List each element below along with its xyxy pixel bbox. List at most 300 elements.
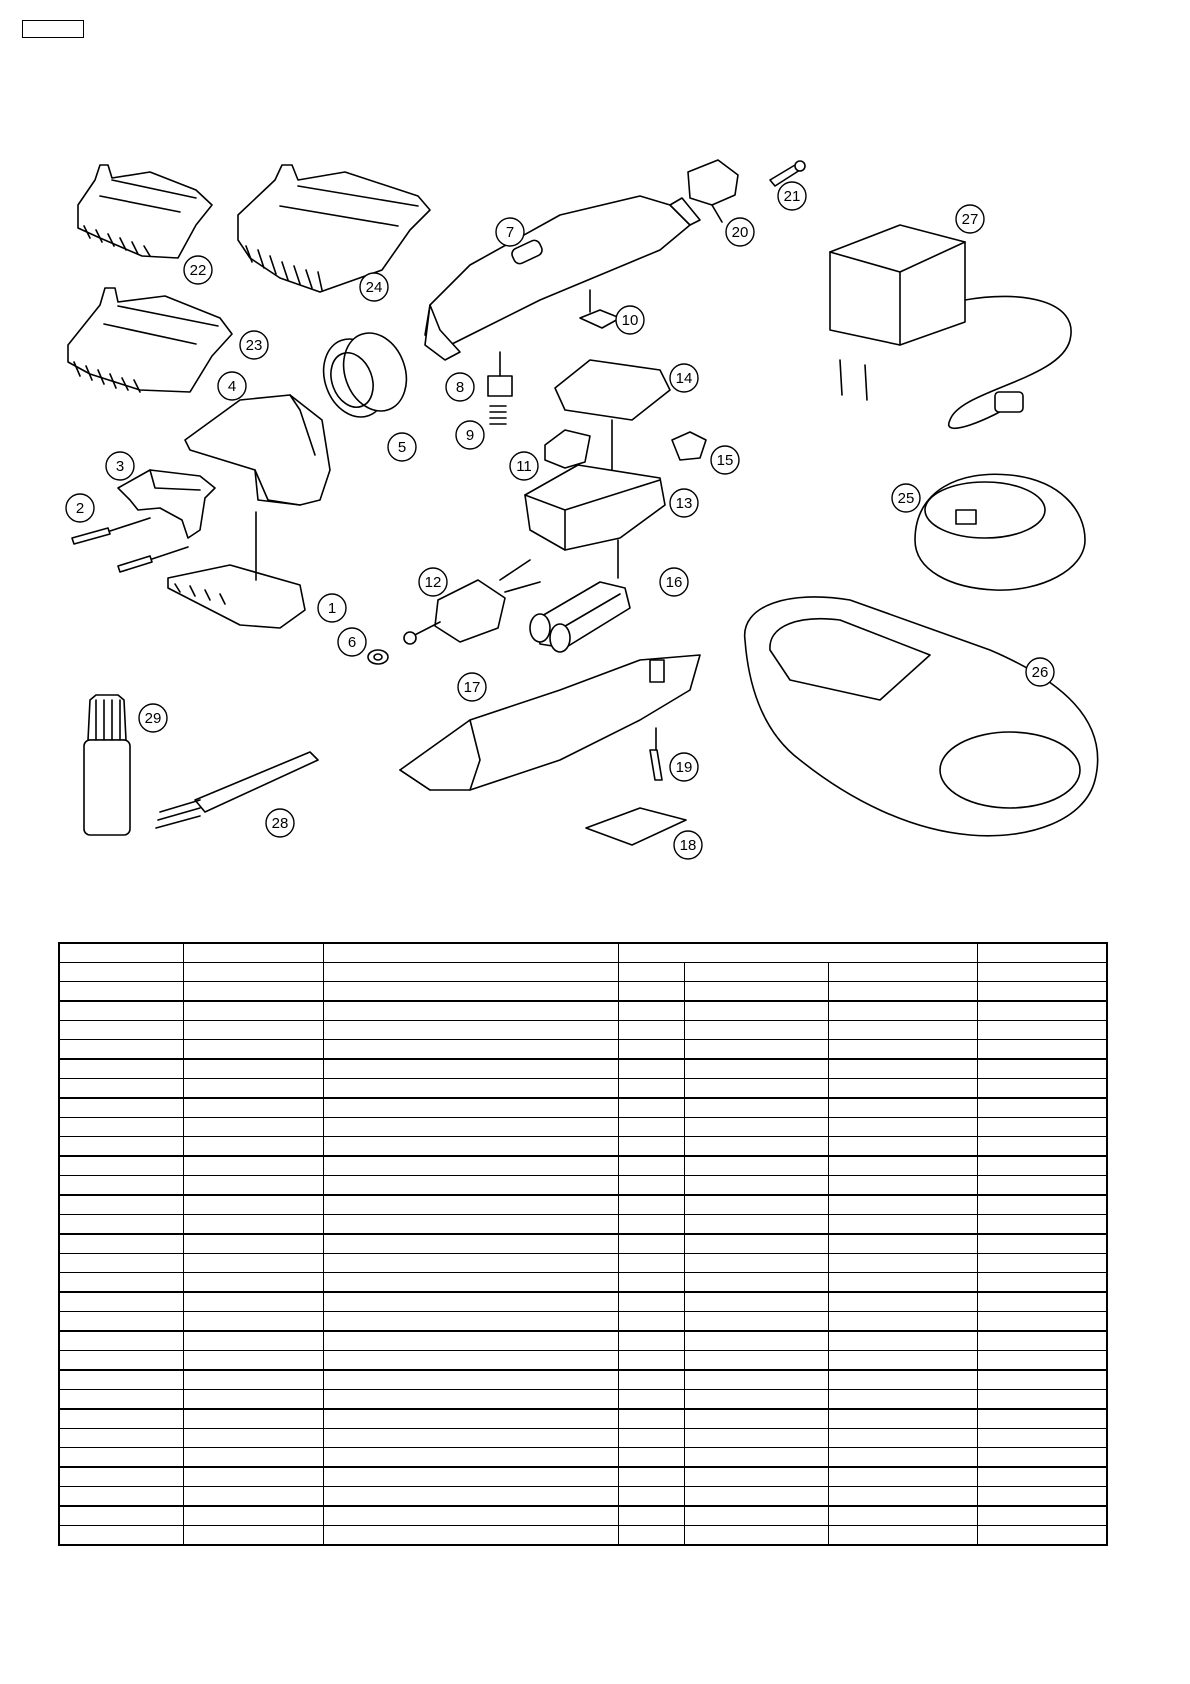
table-row [59, 1234, 1107, 1254]
table-cell [977, 1156, 1107, 1176]
table-cell [828, 1448, 977, 1468]
svg-text:5: 5 [397, 439, 407, 456]
svg-text:21: 21 [783, 188, 801, 205]
table-cell [323, 1273, 618, 1293]
table-cell [59, 1118, 183, 1137]
table-cell [618, 1448, 684, 1468]
callout-24 [360, 273, 388, 301]
table-cell [618, 963, 684, 982]
comb-attachment-24 [238, 165, 430, 292]
table-cell [183, 1390, 323, 1410]
comb-attachment-23 [68, 288, 232, 392]
callout-6 [338, 628, 366, 656]
svg-text:14: 14 [675, 370, 693, 387]
table-cell [618, 1273, 684, 1293]
table-cell [618, 1429, 684, 1448]
table-cell [59, 1390, 183, 1410]
table-cell [828, 1331, 977, 1351]
table-cell [183, 1059, 323, 1079]
table-cell [828, 1487, 977, 1507]
svg-text:24: 24 [365, 279, 383, 296]
table-cell [977, 1526, 1107, 1546]
table-cell [977, 1001, 1107, 1021]
table-cell [977, 1118, 1107, 1137]
callout-28 [266, 809, 294, 837]
table-cell [323, 1254, 618, 1273]
charging-stand-25 [915, 474, 1085, 590]
table-row [59, 1254, 1107, 1273]
table-cell [323, 1118, 618, 1137]
table-cell [323, 1506, 618, 1526]
table-cell [618, 1526, 684, 1546]
table-cell [59, 1040, 183, 1060]
table-cell [323, 1059, 618, 1079]
svg-text:28: 28 [271, 815, 289, 832]
table-cell [828, 1273, 977, 1293]
table-cell [828, 1506, 977, 1526]
table-row [59, 1487, 1107, 1507]
table-cell [828, 1137, 977, 1157]
table-cell [684, 1370, 828, 1390]
table-cell [618, 1254, 684, 1273]
table-cell [977, 1254, 1107, 1273]
callout-7 [496, 218, 524, 246]
table-cell [684, 1429, 828, 1448]
table-cell [828, 1215, 977, 1235]
table-cell [684, 1176, 828, 1196]
table-row [59, 1137, 1107, 1157]
table-cell [323, 1429, 618, 1448]
table-cell [183, 1234, 323, 1254]
table-cell [828, 1467, 977, 1487]
table-row [59, 1448, 1107, 1468]
table-cell [323, 1487, 618, 1507]
callout-17 [458, 673, 486, 701]
table-cell [59, 1059, 183, 1079]
ring-5 [313, 324, 417, 426]
callout-11 [510, 452, 538, 480]
table-cell [977, 1429, 1107, 1448]
table-cell [618, 1390, 684, 1410]
table-cell [183, 1351, 323, 1371]
table-cell [684, 1409, 828, 1429]
table-cell [684, 1467, 828, 1487]
table-row [59, 963, 1107, 982]
batteries-16 [530, 582, 630, 652]
table-cell [828, 1001, 977, 1021]
cleaning-brush-28 [156, 752, 318, 828]
table-cell [183, 1448, 323, 1468]
table-cell [684, 982, 828, 1002]
table-row [59, 1059, 1107, 1079]
svg-text:13: 13 [675, 495, 693, 512]
table-cell [977, 1079, 1107, 1099]
table-cell [684, 1040, 828, 1060]
table-cell [828, 963, 977, 982]
table-row [59, 982, 1107, 1002]
table-cell [977, 1467, 1107, 1487]
table-cell [323, 1467, 618, 1487]
table-cell [684, 1021, 828, 1040]
table-row [59, 1370, 1107, 1390]
table-cell [977, 1137, 1107, 1157]
table-row [59, 1176, 1107, 1196]
table-cell [323, 1156, 618, 1176]
frame-13 [525, 465, 665, 578]
table-cell [828, 1312, 977, 1332]
table-cell [323, 1448, 618, 1468]
table-row [59, 1273, 1107, 1293]
svg-text:10: 10 [621, 312, 639, 329]
svg-text:29: 29 [144, 710, 162, 727]
table-row [59, 1390, 1107, 1410]
callout-14 [670, 364, 698, 392]
table-cell [323, 1292, 618, 1312]
table-row [59, 1118, 1107, 1137]
svg-text:22: 22 [189, 262, 207, 279]
callout-22 [184, 256, 212, 284]
table-cell [183, 1429, 323, 1448]
table-cell [618, 1351, 684, 1371]
table-cell [59, 1370, 183, 1390]
svg-text:25: 25 [897, 490, 915, 507]
table-cell [977, 1176, 1107, 1196]
table-cell [684, 1118, 828, 1137]
table-cell [59, 1001, 183, 1021]
table-cell [59, 1487, 183, 1507]
svg-text:20: 20 [731, 224, 749, 241]
table-cell [59, 1273, 183, 1293]
table-cell [618, 1001, 684, 1021]
callout-2 [66, 494, 94, 522]
table-cell [323, 1040, 618, 1060]
table-cell [59, 1312, 183, 1332]
table-cell [183, 1195, 323, 1215]
table-cell [59, 1079, 183, 1099]
table-cell [323, 1370, 618, 1390]
callout-1 [318, 594, 346, 622]
table-cell [183, 1254, 323, 1273]
table-row [59, 1040, 1107, 1060]
table-cell [828, 1156, 977, 1176]
svg-text:8: 8 [455, 379, 465, 396]
table-cell [828, 1292, 977, 1312]
table-cell [977, 1040, 1107, 1060]
callout-12 [419, 568, 447, 596]
callout-16 [660, 568, 688, 596]
svg-text:27: 27 [961, 211, 979, 228]
callout-8 [446, 373, 474, 401]
table-row [59, 1215, 1107, 1235]
table-cell [977, 963, 1107, 982]
table-cell [323, 963, 618, 982]
table-cell [977, 982, 1107, 1002]
callout-18 [674, 831, 702, 859]
table-cell [684, 1312, 828, 1332]
svg-text:18: 18 [679, 837, 697, 854]
table-cell [684, 1234, 828, 1254]
table-cell [618, 982, 684, 1002]
callout-29 [139, 704, 167, 732]
table-cell [323, 1409, 618, 1429]
svg-text:23: 23 [245, 337, 263, 354]
table-row [59, 1001, 1107, 1021]
table-row [59, 1351, 1107, 1371]
svg-text:12: 12 [424, 574, 442, 591]
table-cell [618, 1098, 684, 1118]
table-cell [323, 1176, 618, 1196]
table-cell [684, 1487, 828, 1507]
table-cell [828, 1254, 977, 1273]
table-cell [618, 1059, 684, 1079]
table-cell [323, 1234, 618, 1254]
parts-list-table [58, 942, 1108, 1546]
table-cell [618, 1506, 684, 1526]
table-cell [977, 1448, 1107, 1468]
table-row [59, 1526, 1107, 1546]
stand-tray-26 [745, 597, 1098, 836]
table-cell [323, 1331, 618, 1351]
table-cell [618, 1234, 684, 1254]
table-cell [323, 1079, 618, 1099]
table-cell [618, 1021, 684, 1040]
callout-23 [240, 331, 268, 359]
table-cell [684, 1254, 828, 1273]
table-row [59, 1312, 1107, 1332]
table-cell [828, 1040, 977, 1060]
table-cell [183, 1079, 323, 1099]
table-cell [183, 1312, 323, 1332]
table-cell [828, 982, 977, 1002]
callout-26 [1026, 658, 1054, 686]
table-cell [183, 1215, 323, 1235]
callout-27 [956, 205, 984, 233]
svg-text:2: 2 [75, 500, 85, 517]
table-cell [323, 1021, 618, 1040]
cover-18 [586, 808, 686, 845]
table-cell [977, 1390, 1107, 1410]
table-cell [684, 1137, 828, 1157]
table-cell [183, 1467, 323, 1487]
table-cell [618, 1467, 684, 1487]
svg-text:26: 26 [1031, 664, 1049, 681]
table-cell [183, 1137, 323, 1157]
table-cell [618, 1137, 684, 1157]
table-cell [323, 1351, 618, 1371]
table-cell [323, 1215, 618, 1235]
svg-text:7: 7 [505, 224, 515, 241]
table-cell [183, 1040, 323, 1060]
table-cell [59, 1215, 183, 1235]
oil-bottle-29 [84, 695, 130, 835]
table-cell [183, 963, 323, 982]
table-cell [618, 1118, 684, 1137]
table-cell [684, 1001, 828, 1021]
table-cell [977, 1487, 1107, 1507]
table-cell [323, 1526, 618, 1546]
part-15 [672, 432, 706, 460]
table-cell [828, 1176, 977, 1196]
table-cell [59, 1195, 183, 1215]
table-cell [183, 1098, 323, 1118]
table-cell [684, 1526, 828, 1546]
table-cell [828, 1021, 977, 1040]
svg-text:3: 3 [115, 458, 125, 475]
table-cell [828, 1059, 977, 1079]
table-cell [828, 1526, 977, 1546]
table-row [59, 1156, 1107, 1176]
screw-19 [650, 728, 662, 780]
table-cell [684, 1098, 828, 1118]
table-cell [684, 1156, 828, 1176]
table-row [59, 1331, 1107, 1351]
svg-text:11: 11 [516, 458, 532, 475]
svg-text:17: 17 [463, 679, 481, 696]
table-cell [183, 1118, 323, 1137]
svg-text:15: 15 [716, 452, 734, 469]
table-cell [59, 1331, 183, 1351]
table-cell [59, 1526, 183, 1546]
table-cell [828, 1390, 977, 1410]
table-cell [59, 1448, 183, 1468]
callout-10 [616, 306, 644, 334]
svg-text:9: 9 [465, 427, 475, 444]
table-cell [183, 1506, 323, 1526]
table-cell [977, 1331, 1107, 1351]
table-cell [323, 1312, 618, 1332]
table-cell [618, 1487, 684, 1507]
table-cell [684, 1215, 828, 1235]
table-cell [977, 1312, 1107, 1332]
table-cell [59, 1176, 183, 1196]
table-cell [183, 1176, 323, 1196]
table-cell [59, 1292, 183, 1312]
table-cell [59, 1467, 183, 1487]
callout-9 [456, 421, 484, 449]
table-row [59, 1079, 1107, 1099]
table-cell [323, 982, 618, 1002]
table-cell [323, 1390, 618, 1410]
ac-adaptor-27 [830, 225, 1071, 428]
table-cell [684, 1506, 828, 1526]
table-cell [323, 1001, 618, 1021]
switch-11 [545, 430, 590, 468]
table-cell [59, 1021, 183, 1040]
table-cell [977, 1273, 1107, 1293]
table-cell [618, 1292, 684, 1312]
table-cell [59, 1351, 183, 1371]
table-cell [183, 1273, 323, 1293]
table-cell [618, 1370, 684, 1390]
table-cell [828, 1118, 977, 1137]
table-cell [828, 1098, 977, 1118]
callout-4 [218, 372, 246, 400]
table-cell [618, 1040, 684, 1060]
table-cell [977, 1059, 1107, 1079]
table-cell [618, 1409, 684, 1429]
table-cell [828, 1429, 977, 1448]
table-cell [323, 1195, 618, 1215]
table-header-row-1 [59, 943, 1107, 963]
table-cell [183, 1370, 323, 1390]
washer-6 [368, 650, 388, 664]
table-cell [977, 1351, 1107, 1371]
svg-text:19: 19 [675, 759, 693, 776]
table-cell [684, 1448, 828, 1468]
table-cell [684, 963, 828, 982]
table-cell [183, 982, 323, 1002]
table-cell [977, 1409, 1107, 1429]
table-cell [828, 1370, 977, 1390]
end-cap-20 [688, 160, 738, 222]
table-cell [684, 1351, 828, 1371]
callout-20 [726, 218, 754, 246]
table-cell [977, 1234, 1107, 1254]
table-cell [618, 1156, 684, 1176]
table-cell [618, 1195, 684, 1215]
table-row [59, 1409, 1107, 1429]
table-row [59, 1467, 1107, 1487]
table-cell [183, 1526, 323, 1546]
table-cell [828, 1234, 977, 1254]
table-cell [183, 1487, 323, 1507]
table-cell [977, 1021, 1107, 1040]
table-cell [684, 1331, 828, 1351]
table-cell [684, 1059, 828, 1079]
table-row [59, 1195, 1107, 1215]
table-cell [977, 1098, 1107, 1118]
table-cell [618, 1331, 684, 1351]
svg-text:1: 1 [327, 600, 337, 617]
table-row [59, 1021, 1107, 1040]
callout-19 [670, 753, 698, 781]
table-cell [183, 1001, 323, 1021]
table-cell [59, 1234, 183, 1254]
table-cell [828, 1195, 977, 1215]
callout-13 [670, 489, 698, 517]
comb-attachment-22 [78, 165, 212, 258]
table-cell [183, 1331, 323, 1351]
table-cell [828, 1079, 977, 1099]
table-cell [59, 1137, 183, 1157]
table-cell [183, 1156, 323, 1176]
table-cell [59, 1156, 183, 1176]
table-cell [977, 1195, 1107, 1215]
table-cell [323, 1098, 618, 1118]
callout-3 [106, 452, 134, 480]
svg-text:16: 16 [665, 574, 683, 591]
table-cell [618, 1176, 684, 1196]
table-cell [684, 1292, 828, 1312]
svg-text:4: 4 [227, 378, 237, 395]
table-cell [828, 1351, 977, 1371]
table-cell [183, 1409, 323, 1429]
main-body-7 [425, 196, 700, 360]
table-cell [684, 1273, 828, 1293]
table-cell [977, 1506, 1107, 1526]
table-cell [183, 1292, 323, 1312]
table-cell [323, 1137, 618, 1157]
table-row [59, 1506, 1107, 1526]
table-row [59, 1429, 1107, 1448]
table-cell [59, 1506, 183, 1526]
table-cell [59, 1098, 183, 1118]
table-row [59, 1292, 1107, 1312]
table-row [59, 1098, 1107, 1118]
callout-25 [892, 484, 920, 512]
blade-holder-3 [118, 470, 215, 538]
table-cell [59, 1429, 183, 1448]
